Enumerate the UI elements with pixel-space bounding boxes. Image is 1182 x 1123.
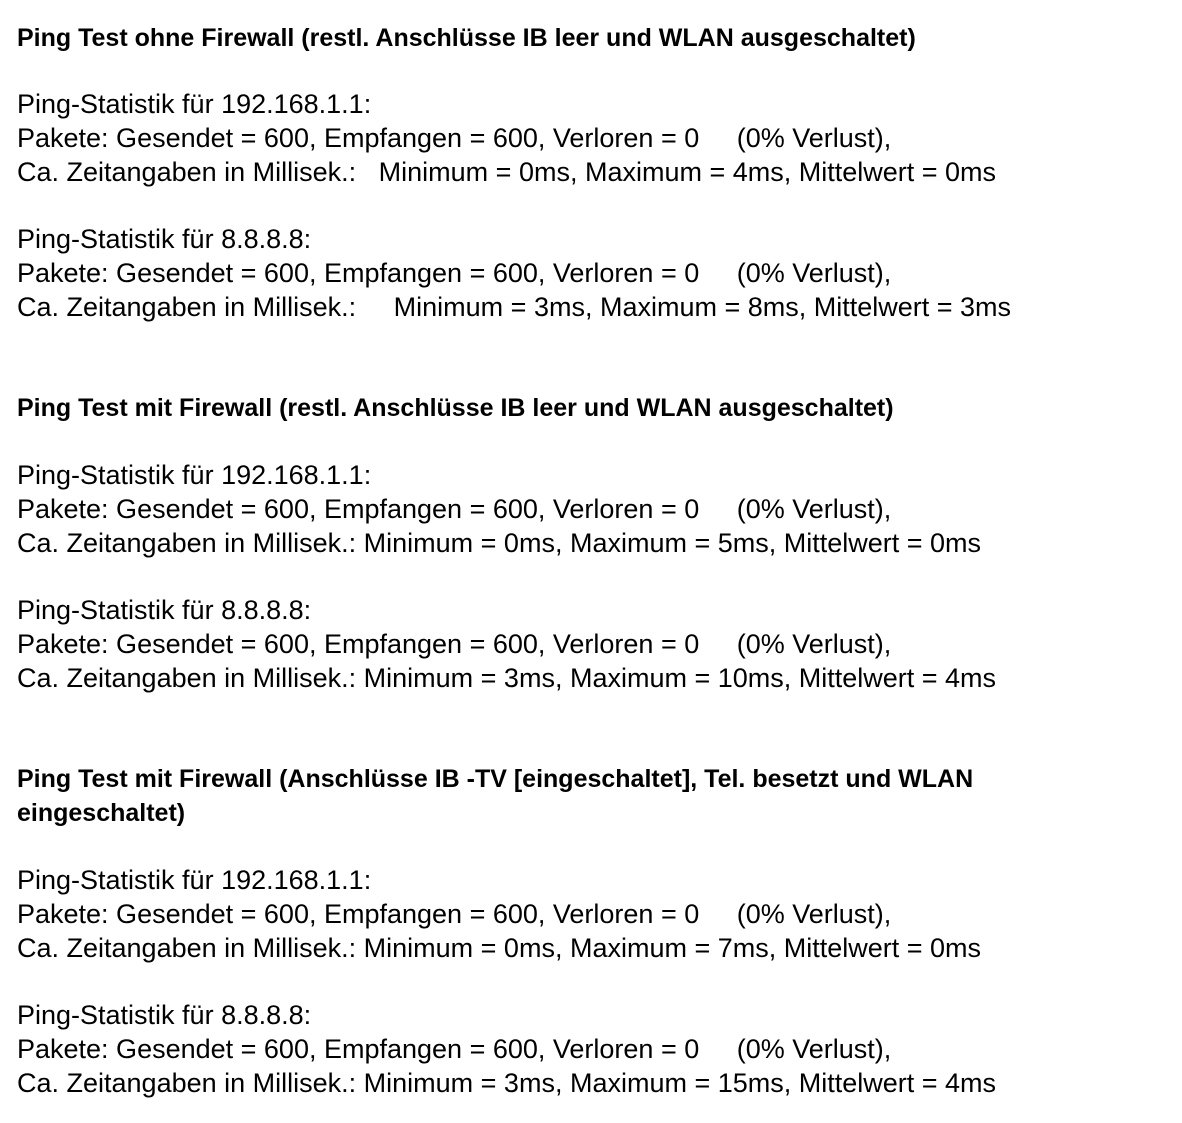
times-line: Ca. Zeitangaben in Millisek.: Minimum = 3ms, Maximum = 10ms, Mittelwert = 4ms	[17, 663, 997, 693]
section-heading: Ping Test mit Firewall (restl. Anschlüsse IB leer und WLAN ausgeschaltet)	[17, 394, 894, 422]
times-line: Ca. Zeitangaben in Millisek.: Minimum = 3ms, Maximum = 8ms, Mittelwert = 3ms	[17, 292, 1012, 322]
ping-stat-title: Ping-Statistik für 8.8.8.8:	[17, 595, 312, 625]
section-heading-continued: eingeschaltet)	[17, 799, 186, 827]
times-line: Ca. Zeitangaben in Millisek.: Minimum = 0ms, Maximum = 4ms, Mittelwert = 0ms	[17, 157, 997, 187]
ping-stat-title: Ping-Statistik für 192.168.1.1:	[17, 460, 372, 490]
section-heading: Ping Test ohne Firewall (restl. Anschlüsse IB leer und WLAN ausgeschaltet)	[17, 24, 916, 52]
packets-line: Pakete: Gesendet = 600, Empfangen = 600, Verloren = 0 (0% Verlust),	[17, 123, 892, 153]
packets-line: Pakete: Gesendet = 600, Empfangen = 600, Verloren = 0 (0% Verlust),	[17, 629, 892, 659]
times-line: Ca. Zeitangaben in Millisek.: Minimum = 3ms, Maximum = 15ms, Mittelwert = 4ms	[17, 1068, 997, 1098]
section-heading: Ping Test mit Firewall (Anschlüsse IB -TV [eingeschaltet], Tel. besetzt und WLAN	[17, 765, 974, 793]
packets-line: Pakete: Gesendet = 600, Empfangen = 600, Verloren = 0 (0% Verlust),	[17, 1034, 892, 1064]
ping-stat-title: Ping-Statistik für 8.8.8.8:	[17, 1000, 312, 1030]
times-line: Ca. Zeitangaben in Millisek.: Minimum = 0ms, Maximum = 5ms, Mittelwert = 0ms	[17, 528, 982, 558]
packets-line: Pakete: Gesendet = 600, Empfangen = 600, Verloren = 0 (0% Verlust),	[17, 494, 892, 524]
packets-line: Pakete: Gesendet = 600, Empfangen = 600, Verloren = 0 (0% Verlust),	[17, 258, 892, 288]
times-line: Ca. Zeitangaben in Millisek.: Minimum = 0ms, Maximum = 7ms, Mittelwert = 0ms	[17, 933, 982, 963]
ping-stat-title: Ping-Statistik für 8.8.8.8:	[17, 224, 312, 254]
packets-line: Pakete: Gesendet = 600, Empfangen = 600, Verloren = 0 (0% Verlust),	[17, 899, 892, 929]
ping-stat-title: Ping-Statistik für 192.168.1.1:	[17, 865, 372, 895]
ping-stat-title: Ping-Statistik für 192.168.1.1:	[17, 89, 372, 119]
